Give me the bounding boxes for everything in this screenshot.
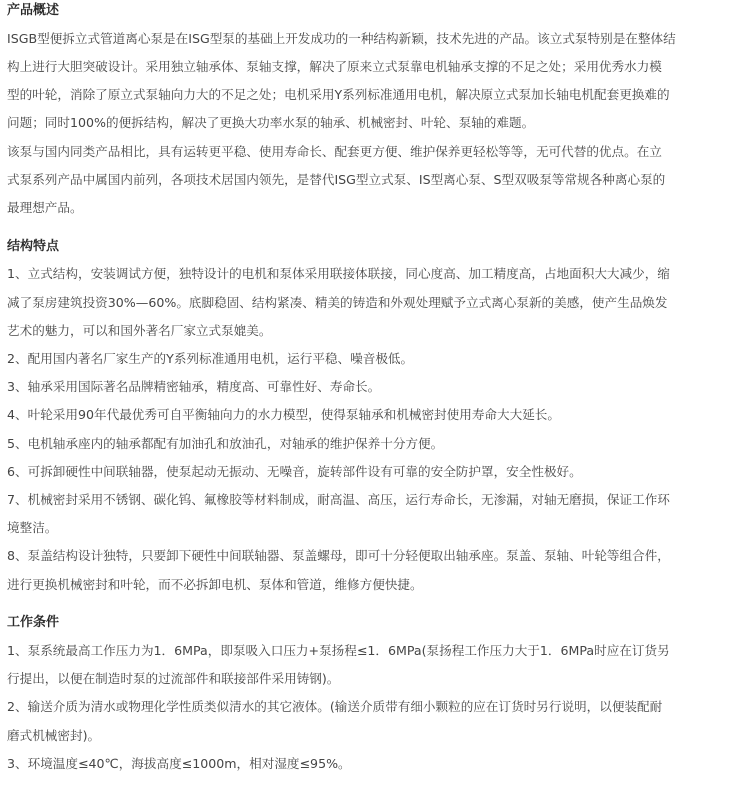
features-line: 4、叶轮采用90年代最优秀可自平衡轴向力的水力模型，使得泵轴承和机械密封使用寿命大大延长。 xyxy=(7,407,560,422)
features-line: 6、可拆卸硬性中间联轴器，使泵起动无振动、无噪音，旋转部件设有可靠的安全防护罩，安全性极好。 xyxy=(7,464,582,479)
conditions-line: 1、泵系统最高工作压力为1．6MPa，即泵吸入口压力+泵扬程≤1．6MPa(泵扬程工作压力大于1．6MPa时应在订货另 xyxy=(7,643,670,658)
conditions-line: 磨式机械密封)。 xyxy=(7,728,101,743)
conditions-heading: 工作条件 xyxy=(7,615,60,630)
features-line: 7、机械密封采用不锈钢、碳化钨、氟橡胶等材料制成，耐高温、高压，运行寿命长，无渗漏，对轴无磨损，保证工作环 xyxy=(7,492,670,507)
overview-heading: 产品概述 xyxy=(7,3,60,18)
overview-line: 式泵系列产品中属国内前列，各项技术居国内领先，是替代ISG型立式泵、IS型离心泵、S型双吸泵等常规各种离心泵的 xyxy=(7,172,666,187)
conditions-line: 2、输送介质为清水或物理化学性质类似清水的其它液体。(输送介质带有细小颗粒的应在订货时另行说明，以便装配耐 xyxy=(7,699,663,714)
features-line: 8、泵盖结构设计独特，只要卸下硬性中间联轴器、泵盖螺母，即可十分轻便取出轴承座。泵盖、泵轴、叶轮等组合件， xyxy=(7,548,670,563)
overview-line: ISGB型便拆立式管道离心泵是在ISG型泵的基础上开发成功的一种结构新颖，技术先进的产品。该立式泵特别是在整体结 xyxy=(7,31,676,46)
overview-line: 构上进行大胆突破设计。采用独立轴承体、泵轴支撑，解决了原来立式泵靠电机轴承支撑的不足之处；采用优秀水力模 xyxy=(7,59,662,74)
features-line: 艺术的魅力，可以和国外著名厂家立式泵媲美。 xyxy=(7,323,272,338)
overview-line: 该泵与国内同类产品相比，具有运转更平稳、使用寿命长、配套更方便、维护保养更轻松等等，无可代替的优点。在立 xyxy=(7,144,662,159)
overview-line: 型的叶轮，消除了原立式泵轴向力大的不足之处；电机采用Y系列标准通用电机，解决原立式泵加长轴电机配套更换难的 xyxy=(7,87,670,102)
overview-line: 问题；同时100%的便拆结构，解决了更换大功率水泵的轴承、机械密封、叶轮、泵轴的难题。 xyxy=(7,115,535,130)
features-line: 1、立式结构，安装调试方便，独特设计的电机和泵体采用联接体联接，同心度高、加工精度高，占地面积大大减少，缩 xyxy=(7,266,670,281)
features-heading: 结构特点 xyxy=(7,239,60,254)
conditions-line: 3、环境温度≤40℃，海拔高度≤1000m，相对湿度≤95%。 xyxy=(7,756,351,771)
features-line: 2、配用国内著名厂家生产的Y系列标准通用电机，运行平稳、噪音极低。 xyxy=(7,351,414,366)
conditions-line: 行提出，以便在制造时泵的过流部件和联接部件采用铸钢)。 xyxy=(7,671,340,686)
features-line: 境整洁。 xyxy=(7,520,58,535)
features-line: 3、轴承采用国际著名品牌精密轴承，精度高、可靠性好、寿命长。 xyxy=(7,379,381,394)
features-line: 减了泵房建筑投资30%—60%。底脚稳固、结构紧凑、精美的铸造和外观处理赋予立式离心泵新的美感，使产生品焕发 xyxy=(7,295,668,310)
features-line: 进行更换机械密封和叶轮，而不必拆卸电机、泵体和管道，维修方便快捷。 xyxy=(7,577,423,592)
overview-line: 最理想产品。 xyxy=(7,200,83,215)
features-line: 5、电机轴承座内的轴承都配有加油孔和放油孔，对轴承的维护保养十分方便。 xyxy=(7,436,444,451)
